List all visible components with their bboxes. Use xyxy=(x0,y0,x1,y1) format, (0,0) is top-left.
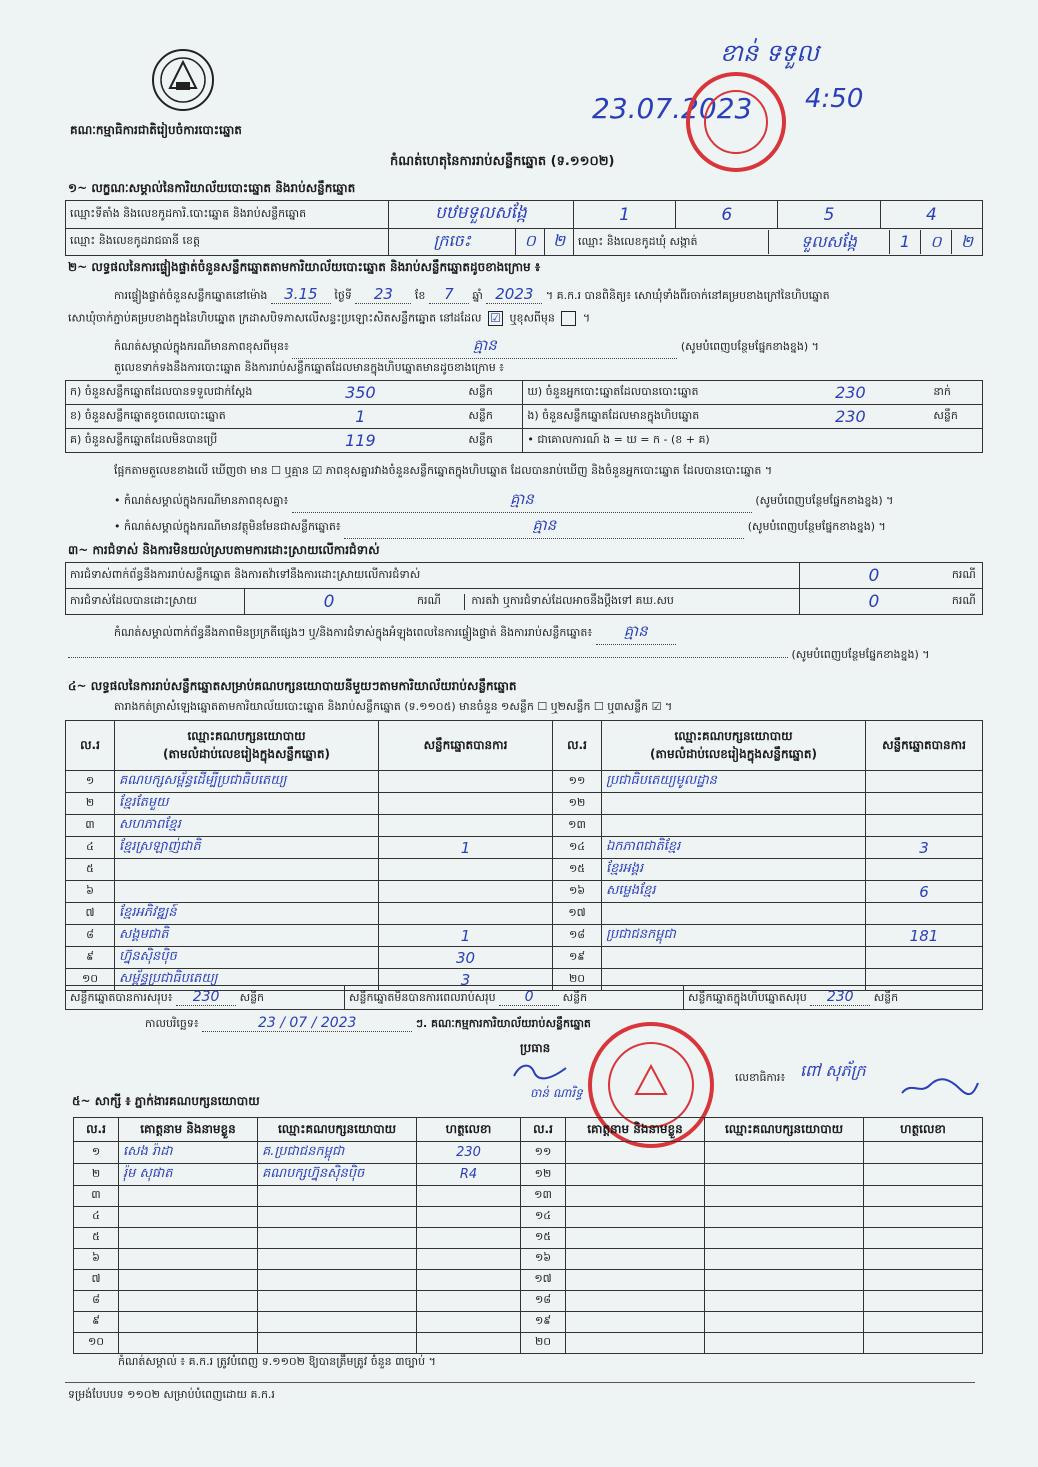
secretary-name: ពៅ សុភ័ក្រ xyxy=(800,1061,866,1080)
witness-party-right xyxy=(705,1312,864,1333)
complaints-label: ការជំទាស់ពាក់ព័ន្ធនឹងការរាប់សន្លឹកឆ្នោត និងការតវ៉ាទៅនឹងការដោះស្រាយលើការជំទាស់ xyxy=(66,563,800,589)
totals-table xyxy=(65,985,983,1010)
polling-station-value: បឋមទួលសង្កែ xyxy=(388,201,573,229)
witness-signature-right xyxy=(864,1142,983,1164)
witness-row-number-right: ១៣ xyxy=(521,1186,566,1207)
right-party-name xyxy=(602,815,866,837)
foreign-object-line xyxy=(114,516,984,539)
left-party-name: សង្គមជាតិ xyxy=(115,925,379,947)
nec-logo xyxy=(150,48,216,112)
w-col-no-left: ល.រ xyxy=(74,1118,119,1142)
witness-party-right xyxy=(705,1186,864,1207)
witness-party xyxy=(258,1249,417,1270)
right-party-name: ប្រជាជនកម្ពុជា xyxy=(602,925,866,947)
figures-intro: តួលេខទាក់ទងនឹងការបោះឆ្នោត និងការរាប់សន្លឹកឆ្នោតដែលមានក្នុងហិបឆ្នោតមានដូចខាងក្រោម ៖ xyxy=(114,361,505,374)
witness-party: គ.ប្រជាជនកម្ពុជា xyxy=(258,1142,417,1164)
section1-heading: ១~ លក្ខណៈសម្គាល់នៃការិយាល័យបោះឆ្នោត និងរាប់សន្លឹកឆ្នោត xyxy=(68,181,356,195)
witness-party xyxy=(258,1270,417,1291)
total-box-unit: សន្លឹក xyxy=(873,990,899,1004)
section5-heading: ៥~ សាក្សី ៖ ភ្នាក់ងារគណបក្សនយោបាយ xyxy=(72,1094,260,1108)
spoiled-value: 1 xyxy=(256,405,464,429)
compare-line: ផ្អែកតាមតួលេខខាងលើ ឃើញថា មាន ☐ ឬគ្មាន ☑ ភាពខុសគ្នារវាងចំនួនសន្លឹកឆ្នោតក្នុងហិបឆ្នោត ដែលបានរាប់ឃើញ និងចំនួនអ្នកបោះឆ្នោត ដែលបានបោះឆ្នោត ។ xyxy=(114,464,773,477)
witness-name-right xyxy=(566,1164,705,1186)
witness-row-number-right: ១២ xyxy=(521,1164,566,1186)
left-row-number: ២ xyxy=(66,793,115,815)
witness-signature xyxy=(417,1249,521,1270)
secretary-label: លេខាធិការ៖ xyxy=(735,1071,786,1084)
left-row-number: ៣ xyxy=(66,815,115,837)
witness-row xyxy=(74,1270,983,1291)
verify-time-label: ការផ្ទៀងផ្ទាត់ចំនួនសន្លឹកឆ្នោតនៅម៉ោង xyxy=(114,289,268,302)
witness-name-right xyxy=(566,1142,705,1164)
witness-table xyxy=(73,1117,983,1354)
right-row-number: ១៥ xyxy=(553,859,602,881)
col-party-left xyxy=(115,721,379,771)
form-title: កំណត់ហេតុនៃការរាប់សន្លឹកឆ្នោត (ទ.១១០២) xyxy=(390,154,615,169)
witness-signature xyxy=(417,1186,521,1207)
right-party-votes: 181 xyxy=(866,925,983,947)
witness-row xyxy=(74,1333,983,1354)
received-value: 350 xyxy=(256,381,464,405)
witness-row-number: ៣ xyxy=(74,1186,119,1207)
irregularity-note-label: កំណត់សម្គាល់ពាក់ព័ន្ធនឹងភាពមិនប្រក្រតីផ្សេងៗ ឬ/និងការជំទាស់ក្នុងអំឡុងពេលនៃការផ្ទៀងផ្ទាត់ និងការរាប់សន្លឹកឆ្នោត៖ xyxy=(114,626,593,639)
diff-note-value: គ្មាន xyxy=(292,336,677,359)
left-row-number: ៤ xyxy=(66,837,115,859)
in-box-value: 230 xyxy=(771,405,929,429)
w-col-no-right: ល.រ xyxy=(521,1118,566,1142)
left-party-name xyxy=(115,881,379,903)
witness-party xyxy=(258,1228,417,1249)
col-party-right xyxy=(602,721,866,771)
witness-party-right xyxy=(705,1249,864,1270)
witness-row-number-right: ១១ xyxy=(521,1142,566,1164)
witness-name-right xyxy=(566,1333,705,1354)
section2-heading: ២~ លទ្ធផលនៃការផ្ទៀងផ្ទាត់ចំនួនសន្លឹកឆ្នោតតាមការិយាល័យបោះឆ្នោត និងរាប់សន្លឹកឆ្នោតដូចខាងក្រោម ៖ xyxy=(68,260,541,274)
tally-sheet-count-line: តារាងកត់ត្រាសំឡេងឆ្នោតតាមការិយាល័យបោះឆ្នោត និងរាប់សន្លឹកឆ្នោត (ទ.១១០៥) មានចំនួន ១សន្លឹក ☐ ឬ២សន្លឹក ☐ ឬ៣សន្លឹក ☑ ។ xyxy=(114,700,673,713)
left-row-number: ១ xyxy=(66,771,115,793)
province-code-1: ០ xyxy=(516,229,545,256)
witness-name xyxy=(119,1249,258,1270)
right-party-votes: 6 xyxy=(866,881,983,903)
committee-signer-label: ៗ. គណៈកម្មការការិយាល័យរាប់សន្លឹកឆ្នោត xyxy=(415,1017,591,1030)
commune-label: ឈ្មោះ និងលេខកូដឃុំ សង្កាត់ xyxy=(574,230,769,254)
witness-signature xyxy=(417,1228,521,1249)
witness-row-number: ៩ xyxy=(74,1312,119,1333)
witness-row-number: ៦ xyxy=(74,1249,119,1270)
witness-row-number-right: ១៨ xyxy=(521,1291,566,1312)
diff-note-line xyxy=(114,336,984,359)
total-valid-value: 230 xyxy=(176,989,236,1006)
unused-unit: សន្លឹក xyxy=(464,429,523,453)
date-label: កាលបរិច្ឆេទ៖ xyxy=(145,1017,199,1030)
witness-party-right xyxy=(705,1291,864,1312)
witness-row xyxy=(74,1291,983,1312)
left-party-votes xyxy=(379,859,553,881)
left-party-votes xyxy=(379,771,553,793)
witness-row-number: ៧ xyxy=(74,1270,119,1291)
irregularity-note-value: គ្មាន xyxy=(596,622,676,645)
fill-note-4: (សូមបំពេញបន្ថែមផ្នែកខាងខ្នង) ។ xyxy=(791,648,930,661)
witness-row-number: ១០ xyxy=(74,1333,119,1354)
province-code-2: ២ xyxy=(545,229,574,256)
irregularity-note-line2 xyxy=(68,648,984,664)
right-party-name xyxy=(602,793,866,815)
total-box-cell xyxy=(684,986,983,1010)
witness-row-number: ៨ xyxy=(74,1291,119,1312)
diff-explain-line xyxy=(114,490,984,513)
left-party-votes: 3 xyxy=(379,969,553,991)
right-row-number: ១៣ xyxy=(553,815,602,837)
same-checkbox[interactable]: ☑ xyxy=(488,311,503,326)
result-row xyxy=(66,859,983,881)
right-party-name xyxy=(602,903,866,925)
witness-row xyxy=(74,1164,983,1186)
witness-row-number: ២ xyxy=(74,1164,119,1186)
witness-name-right xyxy=(566,1186,705,1207)
right-party-name: ប្រជាធិបតេយ្យមូលដ្ឋាន xyxy=(602,771,866,793)
col-party-right-sub: (តាមលំដាប់លេខរៀងក្នុងសន្លឹកឆ្នោត) xyxy=(650,746,817,761)
commune-code-1: 1 xyxy=(890,230,921,254)
result-row xyxy=(66,925,983,947)
unused-label: គ) ចំនួនសន្លឹកឆ្នោតដែលមិនបានប្រើ xyxy=(66,429,257,453)
result-row xyxy=(66,837,983,859)
date-value: 23 / 07 / 2023 xyxy=(202,1015,412,1032)
voters-value: 230 xyxy=(771,381,929,405)
footer-divider xyxy=(65,1382,975,1383)
total-valid-label: សន្លឹកឆ្នោតបានការសរុប៖ xyxy=(70,990,173,1004)
w-col-party-right: ឈ្មោះគណបក្សនយោបាយ xyxy=(705,1118,864,1142)
col-no-right: ល.រ xyxy=(553,721,602,771)
witness-signature xyxy=(417,1333,521,1354)
verify-line1-post: ។ គ.ក.រ បានពិនិត្យ៖ សោឃុំទាំងពីរចាក់នៅគម្របខាងក្រៅនៃហិបឆ្នោត xyxy=(545,289,830,302)
appeal-value: 0 xyxy=(799,589,948,615)
col-votes-right: សន្លឹកឆ្នោតបានការ xyxy=(866,721,983,771)
witness-party xyxy=(258,1312,417,1333)
year-value: 2023 xyxy=(486,285,542,304)
left-row-number: ៨ xyxy=(66,925,115,947)
year-label: ឆ្នាំ xyxy=(472,289,483,302)
right-party-name: ឯកភាពជាតិខ្មែរ xyxy=(602,837,866,859)
total-valid-cell xyxy=(66,986,345,1010)
in-box-unit: សន្លឹក xyxy=(929,405,982,429)
left-party-votes xyxy=(379,815,553,837)
witness-party: គណបក្សហ្វ៊ុនស៊ិនប៉ិច xyxy=(258,1164,417,1186)
day-label: ថ្ងៃទី xyxy=(334,289,352,302)
witness-party-right xyxy=(705,1228,864,1249)
total-invalid-value: 0 xyxy=(499,989,559,1006)
total-invalid-label: សន្លឹកឆ្នោតមិនបានការពេលរាប់សរុប xyxy=(349,990,496,1004)
witness-signature xyxy=(417,1207,521,1228)
witness-name xyxy=(119,1186,258,1207)
fill-note: (សូមបំពេញបន្ថែមផ្នែកខាងខ្នង) ។ xyxy=(680,340,819,353)
witness-name xyxy=(119,1333,258,1354)
right-row-number: ១៩ xyxy=(553,947,602,969)
left-party-name: គណបក្សសម្ព័ន្ធដើម្បីប្រជាធិបតេយ្យ xyxy=(115,771,379,793)
witness-name-right xyxy=(566,1207,705,1228)
foreign-object-label: • កំណត់សម្គាល់ក្នុងករណីមានវត្ថុមិនមែនជាសន្លឹកឆ្នោត៖ xyxy=(114,520,341,533)
day-value: 23 xyxy=(355,285,411,304)
witness-name-right xyxy=(566,1249,705,1270)
diff-explain-value: គ្មាន xyxy=(292,490,752,513)
witness-party-right xyxy=(705,1270,864,1291)
left-party-votes: 1 xyxy=(379,837,553,859)
result-row xyxy=(66,815,983,837)
col-party-right-title: ឈ្មោះគណបក្សនយោបាយ xyxy=(674,728,793,743)
col-no-left: ល.រ xyxy=(66,721,115,771)
right-row-number: ១៤ xyxy=(553,837,602,859)
witness-signature-right xyxy=(864,1186,983,1207)
right-row-number: ១៨ xyxy=(553,925,602,947)
witness-row-number-right: ១៤ xyxy=(521,1207,566,1228)
witness-row xyxy=(74,1186,983,1207)
left-party-votes: 30 xyxy=(379,947,553,969)
in-box-label: ង) ចំនួនសន្លឹកឆ្នោតដែលមានក្នុងហិបឆ្នោត xyxy=(523,405,772,429)
result-row xyxy=(66,903,983,925)
resolved-label: ការជំទាស់ដែលបានដោះស្រាយ xyxy=(66,589,245,615)
right-row-number: ១១ xyxy=(553,771,602,793)
right-row-number: ១៦ xyxy=(553,881,602,903)
witness-signature-right xyxy=(864,1333,983,1354)
left-party-name: ខ្មែរស្រឡាញ់ជាតិ xyxy=(115,837,379,859)
w-col-party-left: ឈ្មោះគណបក្សនយោបាយ xyxy=(258,1118,417,1142)
left-row-number: ៧ xyxy=(66,903,115,925)
right-party-votes xyxy=(866,793,983,815)
left-row-number: ៩ xyxy=(66,947,115,969)
total-box-value: 230 xyxy=(810,989,870,1006)
left-party-name: ហ្វ៊ុនស៊ិនប៉ិច xyxy=(115,947,379,969)
form-note: ទម្រង់បែបបទ ១១០២ សម្រាប់បំពេញដោយ គ.ក.រ xyxy=(68,1388,275,1401)
witness-row-number: ១ xyxy=(74,1142,119,1164)
voters-label: ឃ) ចំនួនអ្នកបោះឆ្នោតដែលបានបោះឆ្នោត xyxy=(523,381,772,405)
witness-signature-right xyxy=(864,1164,983,1186)
month-label: ខែ xyxy=(414,289,426,302)
witness-row-number-right: ១៥ xyxy=(521,1228,566,1249)
section4-heading: ៤~ លទ្ធផលនៃការរាប់សន្លឹកឆ្នោតសម្រាប់គណបក្សនយោបាយនីមួយៗតាមការិយាល័យរាប់សន្លឹកឆ្នោត xyxy=(68,679,517,693)
appeal-unit: ករណី xyxy=(948,589,983,615)
section1-table xyxy=(65,200,983,256)
witness-row-number: ៥ xyxy=(74,1228,119,1249)
witness-party-right xyxy=(705,1164,864,1186)
spoiled-label: ខ) ចំនួនសន្លឹកឆ្នោតខូចពេលបោះឆ្នោត xyxy=(66,405,257,429)
right-row-number: ១២ xyxy=(553,793,602,815)
right-party-name: សម្លេងខ្មែរ xyxy=(602,881,866,903)
witness-party-right xyxy=(705,1207,864,1228)
received-label: ក) ចំនួនសន្លឹកឆ្នោតដែលបានទទួលជាក់ស្តែង xyxy=(66,381,257,405)
changed-label: ឬខុសពីមុន xyxy=(509,311,555,325)
witness-party-right xyxy=(705,1333,864,1354)
changed-checkbox[interactable] xyxy=(561,311,576,326)
left-party-name xyxy=(115,859,379,881)
witness-name: រ៉ុម សុផាត xyxy=(119,1164,258,1186)
col-party-left-sub: (តាមលំដាប់លេខរៀងក្នុងសន្លឹកឆ្នោត) xyxy=(163,746,330,761)
station-code-2: 6 xyxy=(676,201,778,229)
right-party-votes xyxy=(866,815,983,837)
section3-heading: ៣~ ការជំទាស់ និងការមិនយល់ស្របតាមការដោះស្រាយលើការជំទាស់ xyxy=(68,543,380,557)
witness-signature xyxy=(417,1312,521,1333)
left-party-votes xyxy=(379,881,553,903)
footnote: កំណត់សម្គាល់ ៖ គ.ក.រ ត្រូវបំពេញ ទ.១១០២ ឱ្យបានត្រឹមត្រូវ ចំនួន ៣ច្បាប់ ។ xyxy=(118,1355,436,1368)
right-row-number: ១៧ xyxy=(553,903,602,925)
witness-party-right xyxy=(705,1142,864,1164)
complaints-table xyxy=(65,562,983,615)
right-party-votes xyxy=(866,947,983,969)
chair-signature xyxy=(510,1060,570,1082)
station-code-4: 4 xyxy=(880,201,982,229)
witness-name xyxy=(119,1228,258,1249)
result-row xyxy=(66,793,983,815)
col-votes-left: សន្លឹកឆ្នោតបានការ xyxy=(379,721,553,771)
handwritten-date: 23.07.2023 xyxy=(592,92,753,125)
chair-name: ចាន់ ណារិទ្ធ xyxy=(530,1086,583,1100)
chair-label: ប្រធាន xyxy=(520,1041,551,1055)
unused-value: 119 xyxy=(256,429,464,453)
left-row-number: ៥ xyxy=(66,859,115,881)
polling-station-label: ឈ្មោះទីតាំង និងលេខកូដការិ.បោះឆ្នោត និងរាប់សន្លឹកឆ្នោត xyxy=(66,201,389,229)
witness-signature-right xyxy=(864,1291,983,1312)
resolved-unit: ករណី xyxy=(417,593,441,607)
verify-time-value: 3.15 xyxy=(271,285,331,304)
station-code-1: 1 xyxy=(573,201,675,229)
result-row xyxy=(66,771,983,793)
witness-name: សេង រ៉ាដា xyxy=(119,1142,258,1164)
witness-row-number: ៤ xyxy=(74,1207,119,1228)
fill-note-2: (សូមបំពេញបន្ថែមផ្នែកខាងខ្នង) ។ xyxy=(755,494,894,507)
witness-name xyxy=(119,1207,258,1228)
station-code-3: 5 xyxy=(778,201,880,229)
left-party-votes: 1 xyxy=(379,925,553,947)
witness-party xyxy=(258,1186,417,1207)
left-row-number: ១០ xyxy=(66,969,115,991)
secretary-signature xyxy=(900,1075,980,1099)
left-party-votes xyxy=(379,903,553,925)
w-col-sign-right: ហត្ថលេខា xyxy=(864,1118,983,1142)
spoiled-unit: សន្លឹក xyxy=(464,405,523,429)
witness-name-right xyxy=(566,1312,705,1333)
right-party-name xyxy=(602,947,866,969)
total-invalid-unit: សន្លឹក xyxy=(562,990,588,1004)
ballot-figures-table xyxy=(65,380,983,453)
right-party-votes xyxy=(866,903,983,925)
witness-name-right xyxy=(566,1228,705,1249)
total-valid-unit: សន្លឹក xyxy=(239,990,265,1004)
witness-signature xyxy=(417,1270,521,1291)
witness-name xyxy=(119,1270,258,1291)
w-col-name-left: គោត្តនាម និងនាមខ្លួន xyxy=(119,1118,258,1142)
left-party-votes xyxy=(379,793,553,815)
left-row-number: ៦ xyxy=(66,881,115,903)
witness-row xyxy=(74,1142,983,1164)
right-party-name: ខ្មែរអង្គរ xyxy=(602,859,866,881)
witness-row xyxy=(74,1312,983,1333)
total-invalid-cell xyxy=(345,986,684,1010)
province-label: ឈ្មោះ និងលេខកូដរាជធានី ខេត្ត xyxy=(66,229,389,256)
witness-row xyxy=(74,1249,983,1270)
formula-note: • ជាគោលការណ៍ ង = ឃ = ក - (ខ + គ) xyxy=(523,429,983,453)
witness-name xyxy=(119,1291,258,1312)
witness-row-number-right: ១៩ xyxy=(521,1312,566,1333)
right-row-number: ២០ xyxy=(553,969,602,991)
w-col-name-right: គោត្តនាម និងនាមខ្លួន xyxy=(566,1118,705,1142)
witness-row xyxy=(74,1207,983,1228)
right-party-votes xyxy=(866,771,983,793)
witness-signature-right xyxy=(864,1228,983,1249)
witness-name xyxy=(119,1312,258,1333)
total-box-label: សន្លឹកឆ្នោតក្នុងហិបឆ្នោតសរុប xyxy=(688,990,807,1004)
province-value: ក្រចេះ xyxy=(388,229,515,256)
witness-signature-right xyxy=(864,1270,983,1291)
right-party-votes xyxy=(866,859,983,881)
witness-signature: 230 xyxy=(417,1142,521,1164)
complaints-value: 0 xyxy=(799,563,948,589)
witness-row xyxy=(74,1228,983,1249)
witness-party xyxy=(258,1207,417,1228)
commune-value: ទួលសង្កែ xyxy=(769,230,890,254)
witness-party xyxy=(258,1333,417,1354)
seal-status-text: សោឃុំចាក់ភ្ជាប់គម្របខាងក្នុងនៃហិបឆ្នោត ក្រដាសបិទភាសលើសន្ទះប្រឡោះសិតសន្លឹកឆ្នោត នៅដដែល xyxy=(68,311,482,325)
date-line xyxy=(145,1015,591,1033)
col-party-left-title: ឈ្មោះគណបក្សនយោបាយ xyxy=(187,728,306,743)
witness-row-number-right: ១៦ xyxy=(521,1249,566,1270)
witness-signature-right xyxy=(864,1249,983,1270)
verification-line1 xyxy=(114,285,984,305)
received-unit: សន្លឹក xyxy=(464,381,523,405)
witness-signature-right xyxy=(864,1207,983,1228)
official-stamp-top xyxy=(686,72,786,172)
w-col-sign-left: ហត្ថលេខា xyxy=(417,1118,521,1142)
witness-party xyxy=(258,1291,417,1312)
witness-row-number-right: ២០ xyxy=(521,1333,566,1354)
left-party-name: សហភាពខ្មែរ xyxy=(115,815,379,837)
witness-signature xyxy=(417,1291,521,1312)
witness-signature-right xyxy=(864,1312,983,1333)
party-results-table xyxy=(65,720,983,991)
complaints-unit: ករណី xyxy=(948,563,983,589)
verification-line2: សោឃុំចាក់ភ្ជាប់គម្របខាងក្នុងនៃហិបឆ្នោត ក្រដាសបិទភាសលើសន្ទះប្រឡោះសិតសន្លឹកឆ្នោត នៅដដែល ☑ ឬខុសពីមុន ។ xyxy=(68,311,591,325)
left-party-name: ខ្មែរតែមួយ xyxy=(115,793,379,815)
result-row xyxy=(66,881,983,903)
witness-signature: R4 xyxy=(417,1164,521,1186)
witness-name-right xyxy=(566,1270,705,1291)
commune-code-3: ២ xyxy=(960,232,974,251)
result-row xyxy=(66,947,983,969)
handwritten-received: ខាន់ ទទួល xyxy=(720,39,820,67)
left-party-name: សម្ព័ន្ធប្រជាធិបតេយ្យ xyxy=(115,969,379,991)
diff-note-label: កំណត់សម្គាល់ក្នុងករណីមានភាពខុសពីមុន៖ xyxy=(114,340,289,353)
left-party-name: ខ្មែរអភិវឌ្ឍន៍ xyxy=(115,903,379,925)
irregularity-note-line xyxy=(114,622,984,645)
fill-note-3: (សូមបំពេញបន្ថែមផ្នែកខាងខ្នង) ។ xyxy=(747,520,886,533)
commune-code-2: ០ xyxy=(921,230,952,254)
right-party-votes: 3 xyxy=(866,837,983,859)
handwritten-time: 4:50 xyxy=(805,84,864,114)
month-value: 7 xyxy=(429,285,469,304)
witness-row-number-right: ១៧ xyxy=(521,1270,566,1291)
resolved-value: 0 xyxy=(245,589,414,615)
voters-unit: នាក់ xyxy=(929,381,982,405)
diff-explain-label: • កំណត់សម្គាល់ក្នុងករណីមានភាពខុសគ្នា៖ xyxy=(114,494,289,507)
witness-name-right xyxy=(566,1291,705,1312)
appeal-label: ការតវ៉ា ឬការជំទាស់ដែលអាចនឹងប្តឹងទៅ គឃ.សប xyxy=(464,594,674,610)
committee-name: គណៈកម្មាធិការជាតិរៀបចំការបោះឆ្នោត xyxy=(70,123,242,137)
foreign-object-value: គ្មាន xyxy=(344,516,744,539)
